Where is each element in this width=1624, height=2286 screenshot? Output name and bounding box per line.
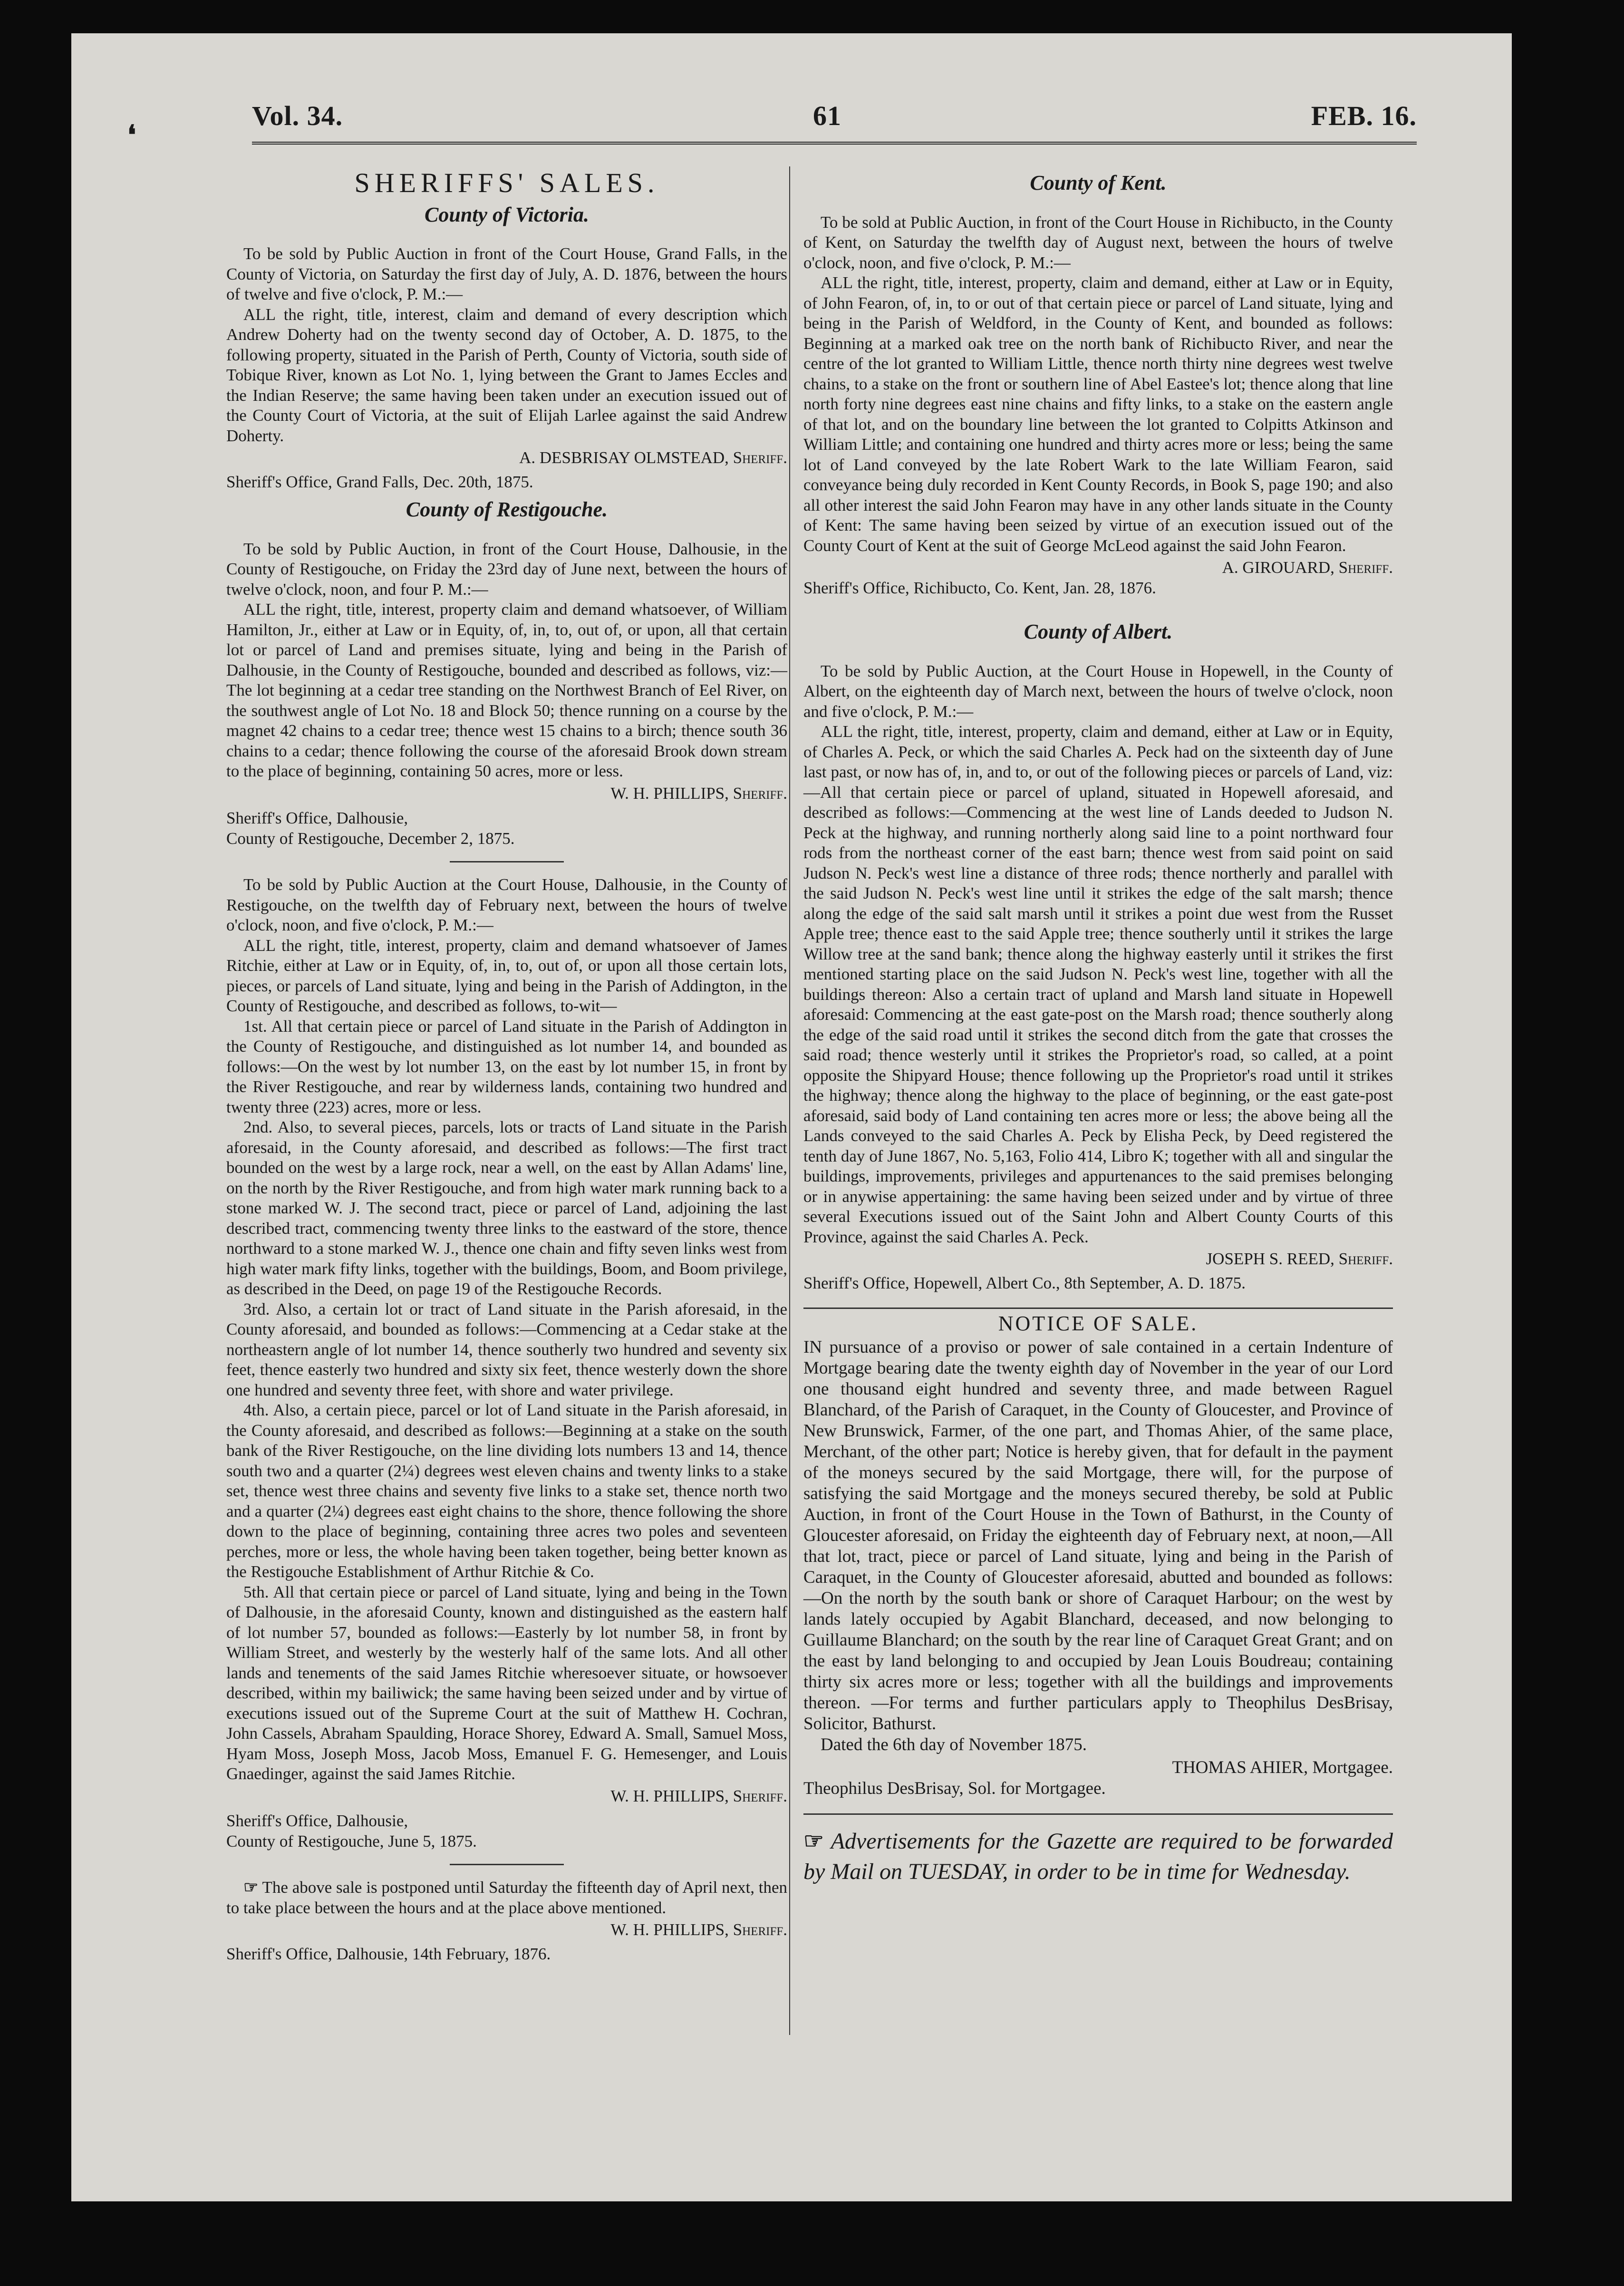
albert-office: Sheriff's Office, Hopewell, Albert Co., 8th September, A. D. 1875.	[803, 1273, 1246, 1292]
notice-title: NOTICE OF SALE.	[998, 1312, 1199, 1335]
county-heading-albert: County of Albert.	[1024, 620, 1173, 643]
postponed-notice: ☞ The above sale is postponed until Saturday the fifteenth day of April next, then to take place between the hours and at the place above mentioned.	[226, 1878, 787, 1917]
notice-of-sale	[803, 1314, 1393, 1799]
pointing-hand-icon: ☞	[243, 1878, 259, 1897]
victoria-office: Sheriff's Office, Grand Falls, Dec. 20th, 1875.	[226, 472, 533, 491]
gazette-page	[71, 33, 1512, 2201]
header-rule	[252, 142, 1417, 145]
victoria-signature: A. DESBRISAY OLMSTEAD, Sheriff.	[519, 448, 787, 467]
kent-body: ALL the right, title, interest, property, claim and demand, either at Law or in Equity, of John Fearon, of, in, to or out of that certain piece or parcel of Land situate, lying and being in the Parish of Weldford, in the County of Kent, and bounded as follows: Beginning at a marked oak tree on the north bank of Richibucto River, and near the centre of the lot granted to William Little, thence north thirty nine degrees west twelve chains, to a stake on the front or southern line of Abel Eastee's lot; thence along that line north forty nine degrees east nine chains and fifty links, to a stake on the eastern angle of that lot, and on the boundary line between the lot granted to Colpitts Atkinson and William Little; and containing one hundred and thirty acres more or less; being the same lot of Land conveyed by the late Robert Wark to the late William Fearon, said conveyance being duly recorded in Kent County Records, in Book S, page 190; and also all other interest the said John Fearon may have in any other lands situate in the County of Kent: The same having been seized by virtue of an execution issued out of the County Court of Kent at the suit of George McLeod against the said John Fearon.	[803, 273, 1393, 555]
restigouche-intro-2: To be sold by Public Auction at the Court House, Dalhousie, in the County of Restigouche, on the twelfth day of February next, between the hours of twelve o'clock, noon, and five o'clock, P. M.:—	[226, 875, 787, 934]
column-divider	[789, 166, 790, 2035]
right-column	[803, 166, 1393, 1887]
albert-signature: JOSEPH S. REED, Sheriff.	[1206, 1250, 1393, 1268]
restigouche-office-1a: Sheriff's Office, Dalhousie,	[226, 809, 408, 827]
notice-rule	[803, 1308, 1393, 1309]
county-heading-kent: County of Kent.	[1030, 171, 1167, 194]
kent-signature: A. GIROUARD, Sheriff.	[1222, 558, 1393, 577]
margin-mark: ❛	[127, 121, 136, 150]
notice-dated: Dated the 6th day of November 1875.	[821, 1734, 1087, 1754]
notice-body: IN pursuance of a proviso or power of sale contained in a certain Indenture of Mortgage bearing date the twenty eighth day of November in the year of our Lord one thousand eight hundred and seventy three, and made between Raguel Blanchard, of the Parish of Caraquet, in the County of Gloucester, and Province of New Brunswick, Farmer, of the one part, and Thomas Ahier, of the same place, Merchant, of the other part; Notice is hereby given, that for default in the payment of the moneys secured by the said Mortgage, there will, for the purpose of satisfying the said Mortgage and the moneys secured thereby, be sold at Public Auction, in front of the Court House in the Town of Bathurst, in the County of Gloucester aforesaid, on Friday the eighteenth day of February next, at noon,—All that lot, tract, piece or parcel of Land situate, lying and being in the Parish of Caraquet, in the County of Gloucester aforesaid, abutted and bounded as follows:—On the north by the south bank or shore of Caraquet Harbour; on the west by lands lately occupied by Agabit Blanchard, deceased, and now belonging to Guillaume Blanchard; on the south by the rear line of Caraquet Great Grant; and on the east by land belonging to and occupied by Jean Louis Boudreau; containing thirty six acres more or less; together with all the buildings and improvements thereon. —For terms and further particulars apply to Theophilus DesBrisay, Solicitor, Bathurst.	[803, 1337, 1393, 1734]
albert-intro: To be sold by Public Auction, at the Court House in Hopewell, in the County of Albert, on the eighteenth day of March next, between the hours of twelve o'clock, noon and five o'clock, P. M.:—	[803, 661, 1393, 721]
left-column	[226, 166, 787, 1964]
volume-number: Vol. 34.	[252, 100, 343, 131]
section-rule	[450, 1864, 564, 1865]
section-title: SHERIFFS' SALES.	[354, 167, 659, 198]
county-heading-restigouche: County of Restigouche.	[406, 498, 608, 521]
restigouche-signature-3: W. H. PHILLIPS, Sheriff.	[610, 1920, 787, 1939]
notice-solicitor: Theophilus DesBrisay, Sol. for Mortgagee.	[803, 1778, 1106, 1798]
kent-office: Sheriff's Office, Richibucto, Co. Kent, Jan. 28, 1876.	[803, 578, 1156, 597]
notice-signature: THOMAS AHIER, Mortgagee.	[1172, 1757, 1393, 1777]
pointing-hand-icon: ☞	[803, 1828, 824, 1854]
restigouche-office-1b: County of Restigouche, December 2, 1875.	[226, 829, 515, 848]
page-header	[252, 81, 1417, 157]
restigouche-office-3: Sheriff's Office, Dalhousie, 14th February, 1876.	[226, 1944, 551, 1963]
restigouche-office-2b: County of Restigouche, June 5, 1875.	[226, 1831, 477, 1850]
advertisement-notice: ☞ Advertisements for the Gazette are required to be forwarded by Mail on TUESDAY, in order to be in time for Wednesday.	[803, 1828, 1393, 1884]
restigouche-lot-3rd: 3rd. Also, a certain lot or tract of Land situate in the Parish aforesaid, in the County aforesaid, and bounded as follows:—Commencing at a Cedar stake at the northeastern angle of lot number 14, thence southerly two hundred and seventy six feet, thence easterly two hundred and sixty six feet, thence westerly down the shore one hundred and seventy three feet, with shore and water privilege.	[226, 1299, 787, 1399]
restigouche-lot-4th: 4th. Also, a certain piece, parcel or lot of Land situate in the Parish aforesaid, in the County aforesaid, and described as follows:—Beginning at a stake on the south bank of the River Restigouche, on the line dividing lots numbers 13 and 14, thence south two and a quarter (2¼) degrees west eleven chains and twenty links to a stake set, thence west three chains and seventy five links to a stake set, thence north two and a quarter (2¼) degrees east eight chains to the shore, thence following the shore down to the place of beginning, containing three acres two poles and seventeen perches, more or less, the whole having been taken together, being better known as the Restigouche Establishment of Arthur Ritchie & Co.	[226, 1401, 787, 1581]
issue-date: FEB. 16.	[1311, 100, 1417, 131]
restigouche-body-2: ALL the right, title, interest, property, claim and demand whatsoever of James Ritchie, either at Law or in Equity, of, in, to, out of, or upon all those certain lots, pieces, or parcels of Land situate, lying and being in the Parish of Addington, in the County of Restigouche, and described as follows, to-wit—	[226, 936, 787, 1015]
restigouche-signature-2: W. H. PHILLIPS, Sheriff.	[610, 1786, 787, 1805]
victoria-intro: To be sold by Public Auction in front of the Court House, Grand Falls, in the County of Victoria, on Saturday the first day of July, A. D. 1876, between the hours of twelve and five o'clock, P. M.:—	[226, 244, 787, 303]
restigouche-office-2a: Sheriff's Office, Dalhousie,	[226, 1811, 408, 1830]
section-rule	[450, 861, 564, 862]
victoria-body: ALL the right, title, interest, claim and demand of every description which Andrew Doherty had on the twenty second day of October, A. D. 1875, to the following property, situated in the Parish of Perth, County of Victoria, south side of Tobique River, known as Lot No. 1, lying between the Grant to James Eccles and the Indian Reserve; the same having been taken under an execution issued out of the County Court of Victoria, at the suit of Elijah Larlee against the said Andrew Doherty.	[226, 305, 787, 445]
restigouche-intro-1: To be sold by Public Auction, in front of the Court House, Dalhousie, in the County of Restigouche, on Friday the 23rd day of June next, between the hours of twelve o'clock, noon, and four P. M.:—	[226, 539, 787, 599]
page-number: 61	[813, 100, 841, 131]
albert-body: ALL the right, title, interest, property, claim and demand, either at Law or in Equity, of Charles A. Peck, or which the said Charles A. Peck had on the sixteenth day of June last past, or now has of, in, and to, or out of the following pieces or parcels of Land, viz:—All that certain piece or parcel of upland, situated in Hopewell aforesaid, and described as follows:—Commencing at the west line of Lands deeded to Judson N. Peck at the highway, and running northerly along said line to a point northward four rods from the northeast corner of the east barn; thence west from said point on said Judson N. Peck's west line a distance of three rods; thence northerly and parallel with the said Judson N. Peck's west line until it strikes the edge of the salt marsh; thence along the edge of the said salt marsh until it strikes a point due west from the Russet Apple tree; thence east to the said Apple tree; thence southerly until it strikes the large Willow tree at the sand bank; thence along the highway easterly until it strikes the first mentioned starting place on the said Judson N. Peck's west line, together with all the buildings thereon: Also a certain tract of upland and Marsh land situate in Hopewell aforesaid: Commencing at the east gate-post on the Marsh road; thence southerly along the edge of the said road until it strikes the second ditch from the gate that crosses the said road; thence westerly until it strikes the Proprietor's road, so called, at a point opposite the Shipyard House; thence following up the Proprietor's road until it strikes the highway; thence along the highway to the place of beginning, or the east gate-post aforesaid, said body of Land containing ten acres more or less; the above being all the Lands conveyed to the said Charles A. Peck by Elisha Peck, by Deed registered the tenth day of June 1867, No. 5,163, Folio 414, Libro K; together with all and singular the buildings, improvements, privileges and appurtenances to the said premises belonging or in anywise appertaining: the same having been seized under and by virtue of three several Executions issued out of the Saint John and Albert County Courts of this Province, against the said Charles A. Peck.	[803, 722, 1393, 1246]
restigouche-signature-1: W. H. PHILLIPS, Sheriff.	[610, 784, 787, 803]
restigouche-lot-2nd: 2nd. Also, to several pieces, parcels, lots or tracts of Land situate in the Parish aforesaid, in the County aforesaid, and described as follows:—The first tract bounded on the west by a large rock, near a well, on the east by Allan Adams' line, on the north by the River Restigouche, and from high water mark running back to a stone marked W. J. The second tract, piece or parcel of Land, adjoining the last described tract, commencing twenty three links to the eastward of the store, thence northward to a stone marked W. J., thence one chain and fifty seven links west from high water mark fifty links, together with the buildings, Boom, and Boom privilege, as described in the Deed, on page 19 of the Restigouche Records.	[226, 1118, 787, 1298]
restigouche-lot-1st: 1st. All that certain piece or parcel of Land situate in the Parish of Addington in the County of Restigouche, and distinguished as lot number 14, and bounded as follows:—On the west by lot number 13, on the east by lot number 15, in front by the River Restigouche, and rear by wilderness lands, containing two hundred and twenty three (223) acres, more or less.	[226, 1017, 787, 1116]
kent-intro: To be sold at Public Auction, in front of the Court House in Richibucto, in the County of Kent, on Saturday the twelfth day of August next, between the hours of twelve o'clock, noon, and five o'clock, P. M.:—	[803, 213, 1393, 272]
restigouche-body-1: ALL the right, title, interest, property claim and demand whatsoever, of William Hamilton, Jr., either at Law or in Equity, of, in, to, out of, or upon, all that certain lot or parcel of Land and premises situate, lying and being in the Parish of Dalhousie, in the County of Restigouche, bounded and described as follows, viz:—The lot beginning at a cedar tree standing on the Northwest Branch of Eel River, on the southwest angle of Lot No. 18 and Block 50; thence running on a course by the magnet 42 chains to a cedar tree; thence west 15 chains to a birch; thence south 36 chains to a cedar; thence following the course of the aforesaid Brook down stream to the place of beginning, containing 50 acres, more or less.	[226, 600, 787, 780]
ad-rule	[803, 1813, 1393, 1815]
restigouche-lot-5th: 5th. All that certain piece or parcel of Land situate, lying and being in the Town of Dalhousie, in the aforesaid County, known and distinguished as the eastern half of lot number 57, bounded as follows:—Easterly by lot number 58, in front by William Street, and westerly by the westerly half of the same lots. And all other lands and tenements of the said James Ritchie wheresoever situate, or howsoever described, within my bailiwick; the same having been seized under and by virtue of executions issued out of the Supreme Court at the suit of Matthew H. Cochran, John Cassels, Abraham Spaulding, Horace Shorey, Edward A. Small, Samuel Moss, Hyam Moss, Joseph Moss, Jacob Moss, Emanuel F. G. Hemesenger, and Louis Gnaedinger, against the said James Ritchie.	[226, 1582, 787, 1783]
county-heading-victoria: County of Victoria.	[425, 203, 589, 226]
